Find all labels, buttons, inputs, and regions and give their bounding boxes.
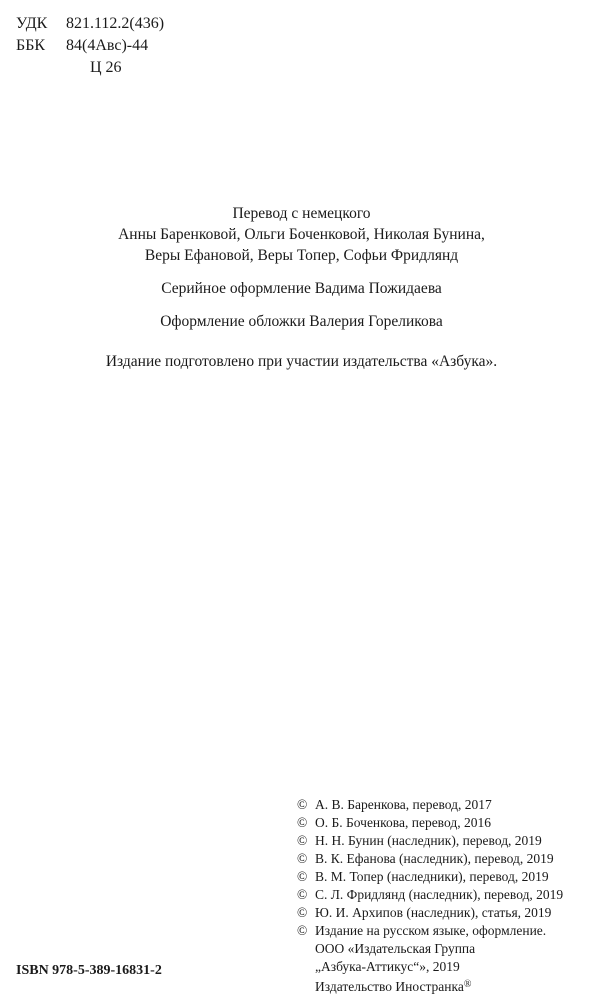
isbn: ISBN 978-5-389-16831-2 (16, 963, 162, 978)
copyright-text: В. М. Топер (наследники), перевод, 2019 (315, 869, 549, 884)
series-design-credit: Серийное оформление Вадима Пожидаева (161, 280, 442, 297)
publisher-line-3 (297, 976, 563, 996)
copyright-symbol: © (297, 869, 308, 884)
copyright-text: С. Л. Фридлянд (наследник), перевод, 2019 (315, 887, 564, 902)
translators-line-2: Веры Ефановой, Веры Топер, Софьи Фридлянд (144, 247, 459, 264)
bbk-value: 84(4Авс)-44 (66, 37, 149, 54)
copyright-line (297, 796, 563, 814)
copyright-text: В. К. Ефанова (наследник), перевод, 2019 (315, 851, 554, 866)
copyright-symbol: © (297, 905, 308, 920)
copyright-symbol: © (297, 833, 308, 848)
publisher-name: Издательство Иностранка (315, 979, 464, 994)
udk-label: УДК (16, 15, 48, 32)
copyright-line (297, 922, 563, 940)
copyright-text: Ю. И. Архипов (наследник), статья, 2019 (315, 905, 552, 920)
translation-heading: Перевод с немецкого (232, 205, 371, 222)
copyright-text: Н. Н. Бунин (наследник), перевод, 2019 (315, 833, 542, 848)
copyright-line (297, 868, 563, 886)
edition-note: Издание подготовлено при участии издательства «Азбука». (105, 353, 498, 370)
copyright-line (297, 886, 563, 904)
bbk-row (16, 35, 164, 57)
cover-design-credit: Оформление обложки Валерия Гореликова (160, 313, 443, 330)
classification-block (16, 13, 164, 79)
translation-credits (0, 203, 603, 266)
copyright-block (297, 796, 563, 996)
copyright-text: О. Б. Боченкова, перевод, 2016 (315, 815, 491, 830)
copyright-line (297, 814, 563, 832)
copyright-line (297, 850, 563, 868)
copyright-line (297, 832, 563, 850)
bbk-label: ББК (16, 37, 46, 54)
registered-mark: ® (463, 979, 472, 990)
udk-value: 821.112.2(436) (66, 15, 165, 32)
copyright-symbol: © (297, 797, 308, 812)
author-mark: Ц 26 (90, 59, 122, 76)
copyright-symbol: © (297, 815, 308, 830)
translators-line-1: Анны Баренковой, Ольги Боченковой, Николая Бунина, (118, 226, 485, 243)
udk-row (16, 13, 164, 35)
copyright-symbol: © (297, 851, 308, 866)
publisher-line-2: „Азбука-Аттикус“», 2019 (315, 959, 460, 974)
copyright-symbol: © (297, 887, 308, 902)
copyright-text: Издание на русском языке, оформление. (315, 923, 547, 938)
copyright-symbol: © (297, 923, 308, 938)
publisher-line-1: ООО «Издательская Группа (315, 941, 476, 956)
copyright-text: А. В. Баренкова, перевод, 2017 (315, 797, 492, 812)
copyright-line (297, 904, 563, 922)
